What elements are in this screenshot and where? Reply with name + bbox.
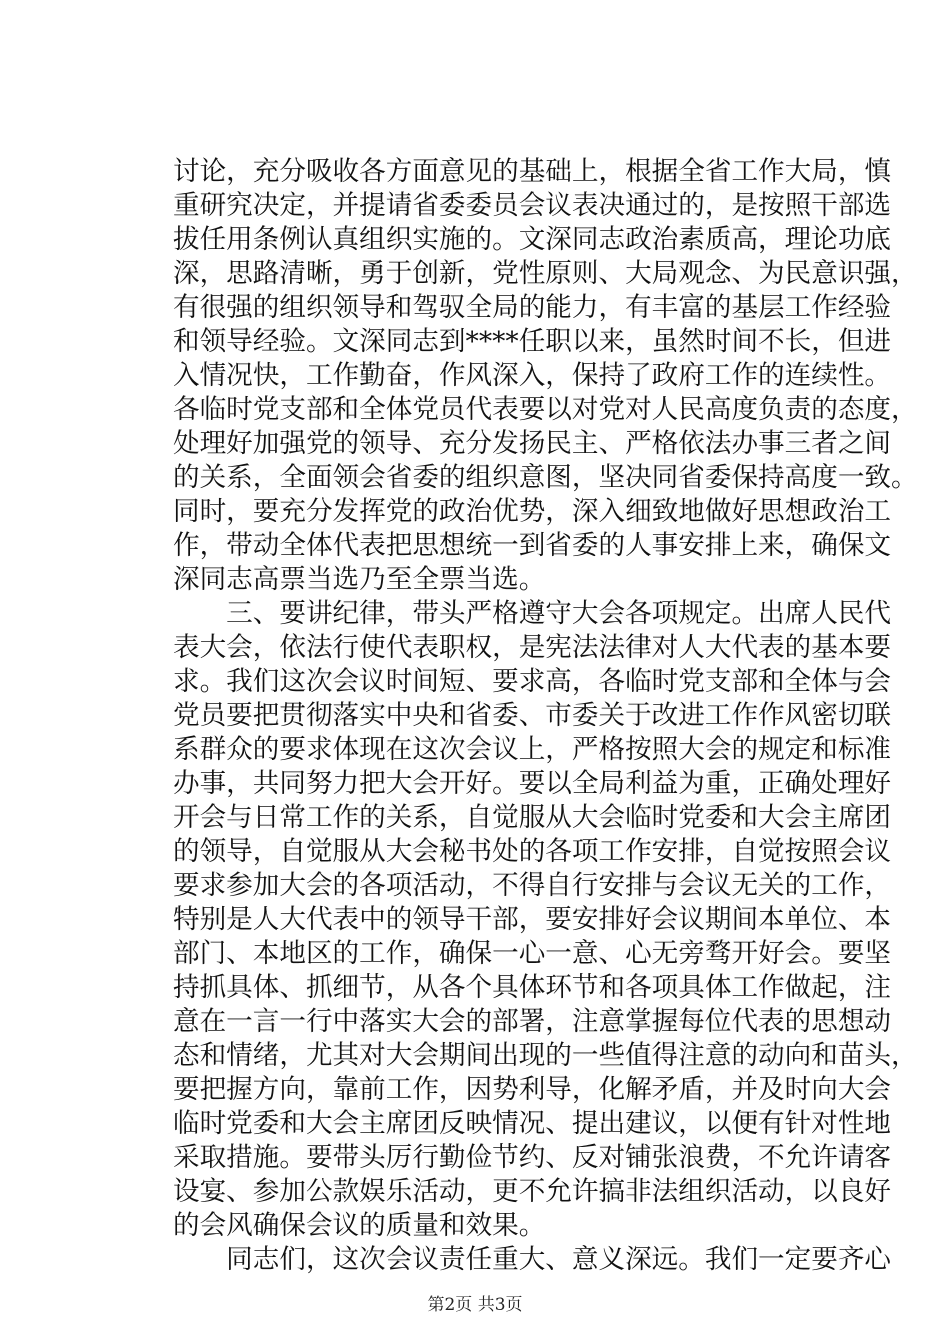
body-line: 特别是人大代表中的领导干部，要安排好会议期间本单位、本 [173, 904, 892, 935]
body-line: 各临时党支部和全体党员代表要以对党对人民高度负责的态度， [173, 394, 918, 425]
body-line: 入情况快，工作勤奋，作风深入，保持了政府工作的连续性。 [173, 360, 892, 391]
body-line: 要把握方向，靠前工作，因势利导，化解矛盾，并及时向大会 [173, 1074, 892, 1105]
body-line: 的关系，全面领会省委的组织意图，坚决同省委保持高度一致。 [173, 462, 918, 493]
body-line: 要求参加大会的各项活动，不得自行安排与会议无关的工作， [173, 870, 892, 901]
body-line: 有很强的组织领导和驾驭全局的能力，有丰富的基层工作经验 [173, 292, 892, 323]
body-line: 重研究决定，并提请省委委员会议表决通过的，是按照干部选 [173, 190, 892, 221]
body-line: 态和情绪，尤其对大会期间出现的一些值得注意的动向和苗头， [173, 1040, 918, 1071]
body-line: 同志们，这次会议责任重大、意义深远。我们一定要齐心 [173, 1244, 892, 1275]
body-line: 的领导，自觉服从大会秘书处的各项工作安排，自觉按照会议 [173, 836, 892, 867]
body-line: 意在一言一行中落实大会的部署，注意掌握每位代表的思想动 [173, 1006, 892, 1037]
body-line: 同时，要充分发挥党的政治优势，深入细致地做好思想政治工 [173, 496, 892, 527]
body-line: 临时党委和大会主席团反映情况、提出建议，以便有针对性地 [173, 1108, 892, 1139]
body-line: 采取措施。要带头厉行勤俭节约、反对铺张浪费，不允许请客 [173, 1142, 892, 1173]
body-line: 三、要讲纪律，带头严格遵守大会各项规定。出席人民代 [173, 598, 892, 629]
body-line: 持抓具体、抓细节，从各个具体环节和各项具体工作做起，注 [173, 972, 892, 1003]
body-line: 设宴、参加公款娱乐活动，更不允许搞非法组织活动，以良好 [173, 1176, 892, 1207]
body-line: 部门、本地区的工作，确保一心一意、心无旁骛开好会。要坚 [173, 938, 892, 969]
body-line: 求。我们这次会议时间短、要求高，各临时党支部和全体与会 [173, 666, 892, 697]
body-line: 的会风确保会议的质量和效果。 [173, 1210, 546, 1241]
body-line: 党员要把贯彻落实中央和省委、市委关于改进工作作风密切联 [173, 700, 892, 731]
body-line: 开会与日常工作的关系，自觉服从大会临时党委和大会主席团 [173, 802, 892, 833]
body-line: 处理好加强党的领导、充分发扬民主、严格依法办事三者之间 [173, 428, 892, 459]
body-line: 系群众的要求体现在这次会议上，严格按照大会的规定和标准 [173, 734, 892, 765]
body-line: 讨论，充分吸收各方面意见的基础上，根据全省工作大局，慎 [173, 156, 892, 187]
body-line: 和领导经验。文深同志到****任职以来，虽然时间不长，但进 [173, 326, 892, 357]
body-line: 深，思路清晰，勇于创新，党性原则、大局观念、为民意识强， [173, 258, 918, 289]
body-line: 作，带动全体代表把思想统一到省委的人事安排上来，确保文 [173, 530, 892, 561]
body-line: 办事，共同努力把大会开好。要以全局利益为重，正确处理好 [173, 768, 892, 799]
page-footer: 第2页 共3页 [427, 1295, 523, 1315]
body-line: 深同志高票当选乃至全票当选。 [173, 564, 546, 595]
body-line: 拔任用条例认真组织实施的。文深同志政治素质高，理论功底 [173, 224, 892, 255]
body-line: 表大会，依法行使代表职权，是宪法法律对人大代表的基本要 [173, 632, 892, 663]
